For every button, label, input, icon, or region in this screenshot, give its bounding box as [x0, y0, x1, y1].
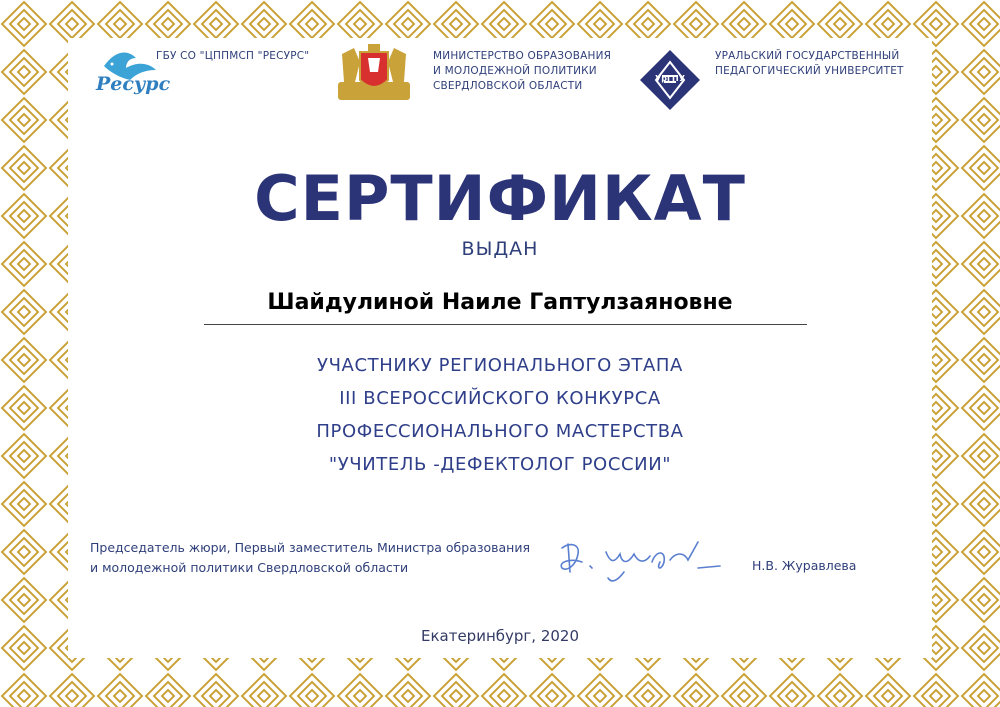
- org-university-line-2: ПЕДАГОГИЧЕСКИЙ УНИВЕРСИТЕТ: [715, 65, 904, 77]
- org-university-line-1: УРАЛЬСКИЙ ГОСУДАРСТВЕННЫЙ: [715, 50, 900, 62]
- description-line-2: III ВСЕРОССИЙСКОГО КОНКУРСА: [339, 388, 661, 409]
- description-line-1: УЧАСТНИКУ РЕГИОНАЛЬНОГО ЭТАПА: [317, 355, 683, 376]
- description-line-4: "УЧИТЕЛЬ -ДЕФЕКТОЛОГ РОССИИ": [328, 454, 672, 475]
- award-description: [0, 349, 1000, 481]
- org-resurs-name: ГБУ СО "ЦППМСП "РЕСУРС": [156, 50, 310, 62]
- city-year: Екатеринбург, 2020: [420, 627, 579, 645]
- jury-chair-role: [90, 538, 530, 578]
- org-ministry-name: [433, 49, 611, 94]
- coat-of-arms-icon: [332, 42, 416, 104]
- description-line-3: ПРОФЕССИОНАЛЬНОГО МАСТЕРСТВА: [316, 421, 684, 442]
- signer-name: Н.В. Журавлева: [752, 558, 857, 573]
- org-ministry-line-3: СВЕРДЛОВСКОЙ ОБЛАСТИ: [433, 80, 583, 92]
- issued-label: ВЫДАН: [461, 238, 539, 260]
- recipient-underline: [204, 324, 807, 325]
- jury-role-line-2: и молодежной политики Свердловской области: [90, 560, 409, 575]
- recipient-name: Шайдулиной Наиле Гаптулзаяновне: [267, 290, 733, 315]
- org-university-name: [715, 49, 904, 79]
- certificate-title: СЕРТИФИКАТ: [254, 162, 746, 235]
- jury-role-line-1: Председатель жюри, Первый заместитель Министра образования: [90, 540, 531, 555]
- resurs-logo-text: Ресурс: [96, 73, 171, 95]
- org-ministry-line-1: МИНИСТЕРСТВО ОБРАЗОВАНИЯ: [433, 50, 612, 62]
- handwritten-signature: [548, 532, 728, 588]
- org-ministry-line-2: И МОЛОДЕЖНОЙ ПОЛИТИКИ: [433, 65, 597, 77]
- university-logo-text: УрГПУ: [655, 74, 685, 83]
